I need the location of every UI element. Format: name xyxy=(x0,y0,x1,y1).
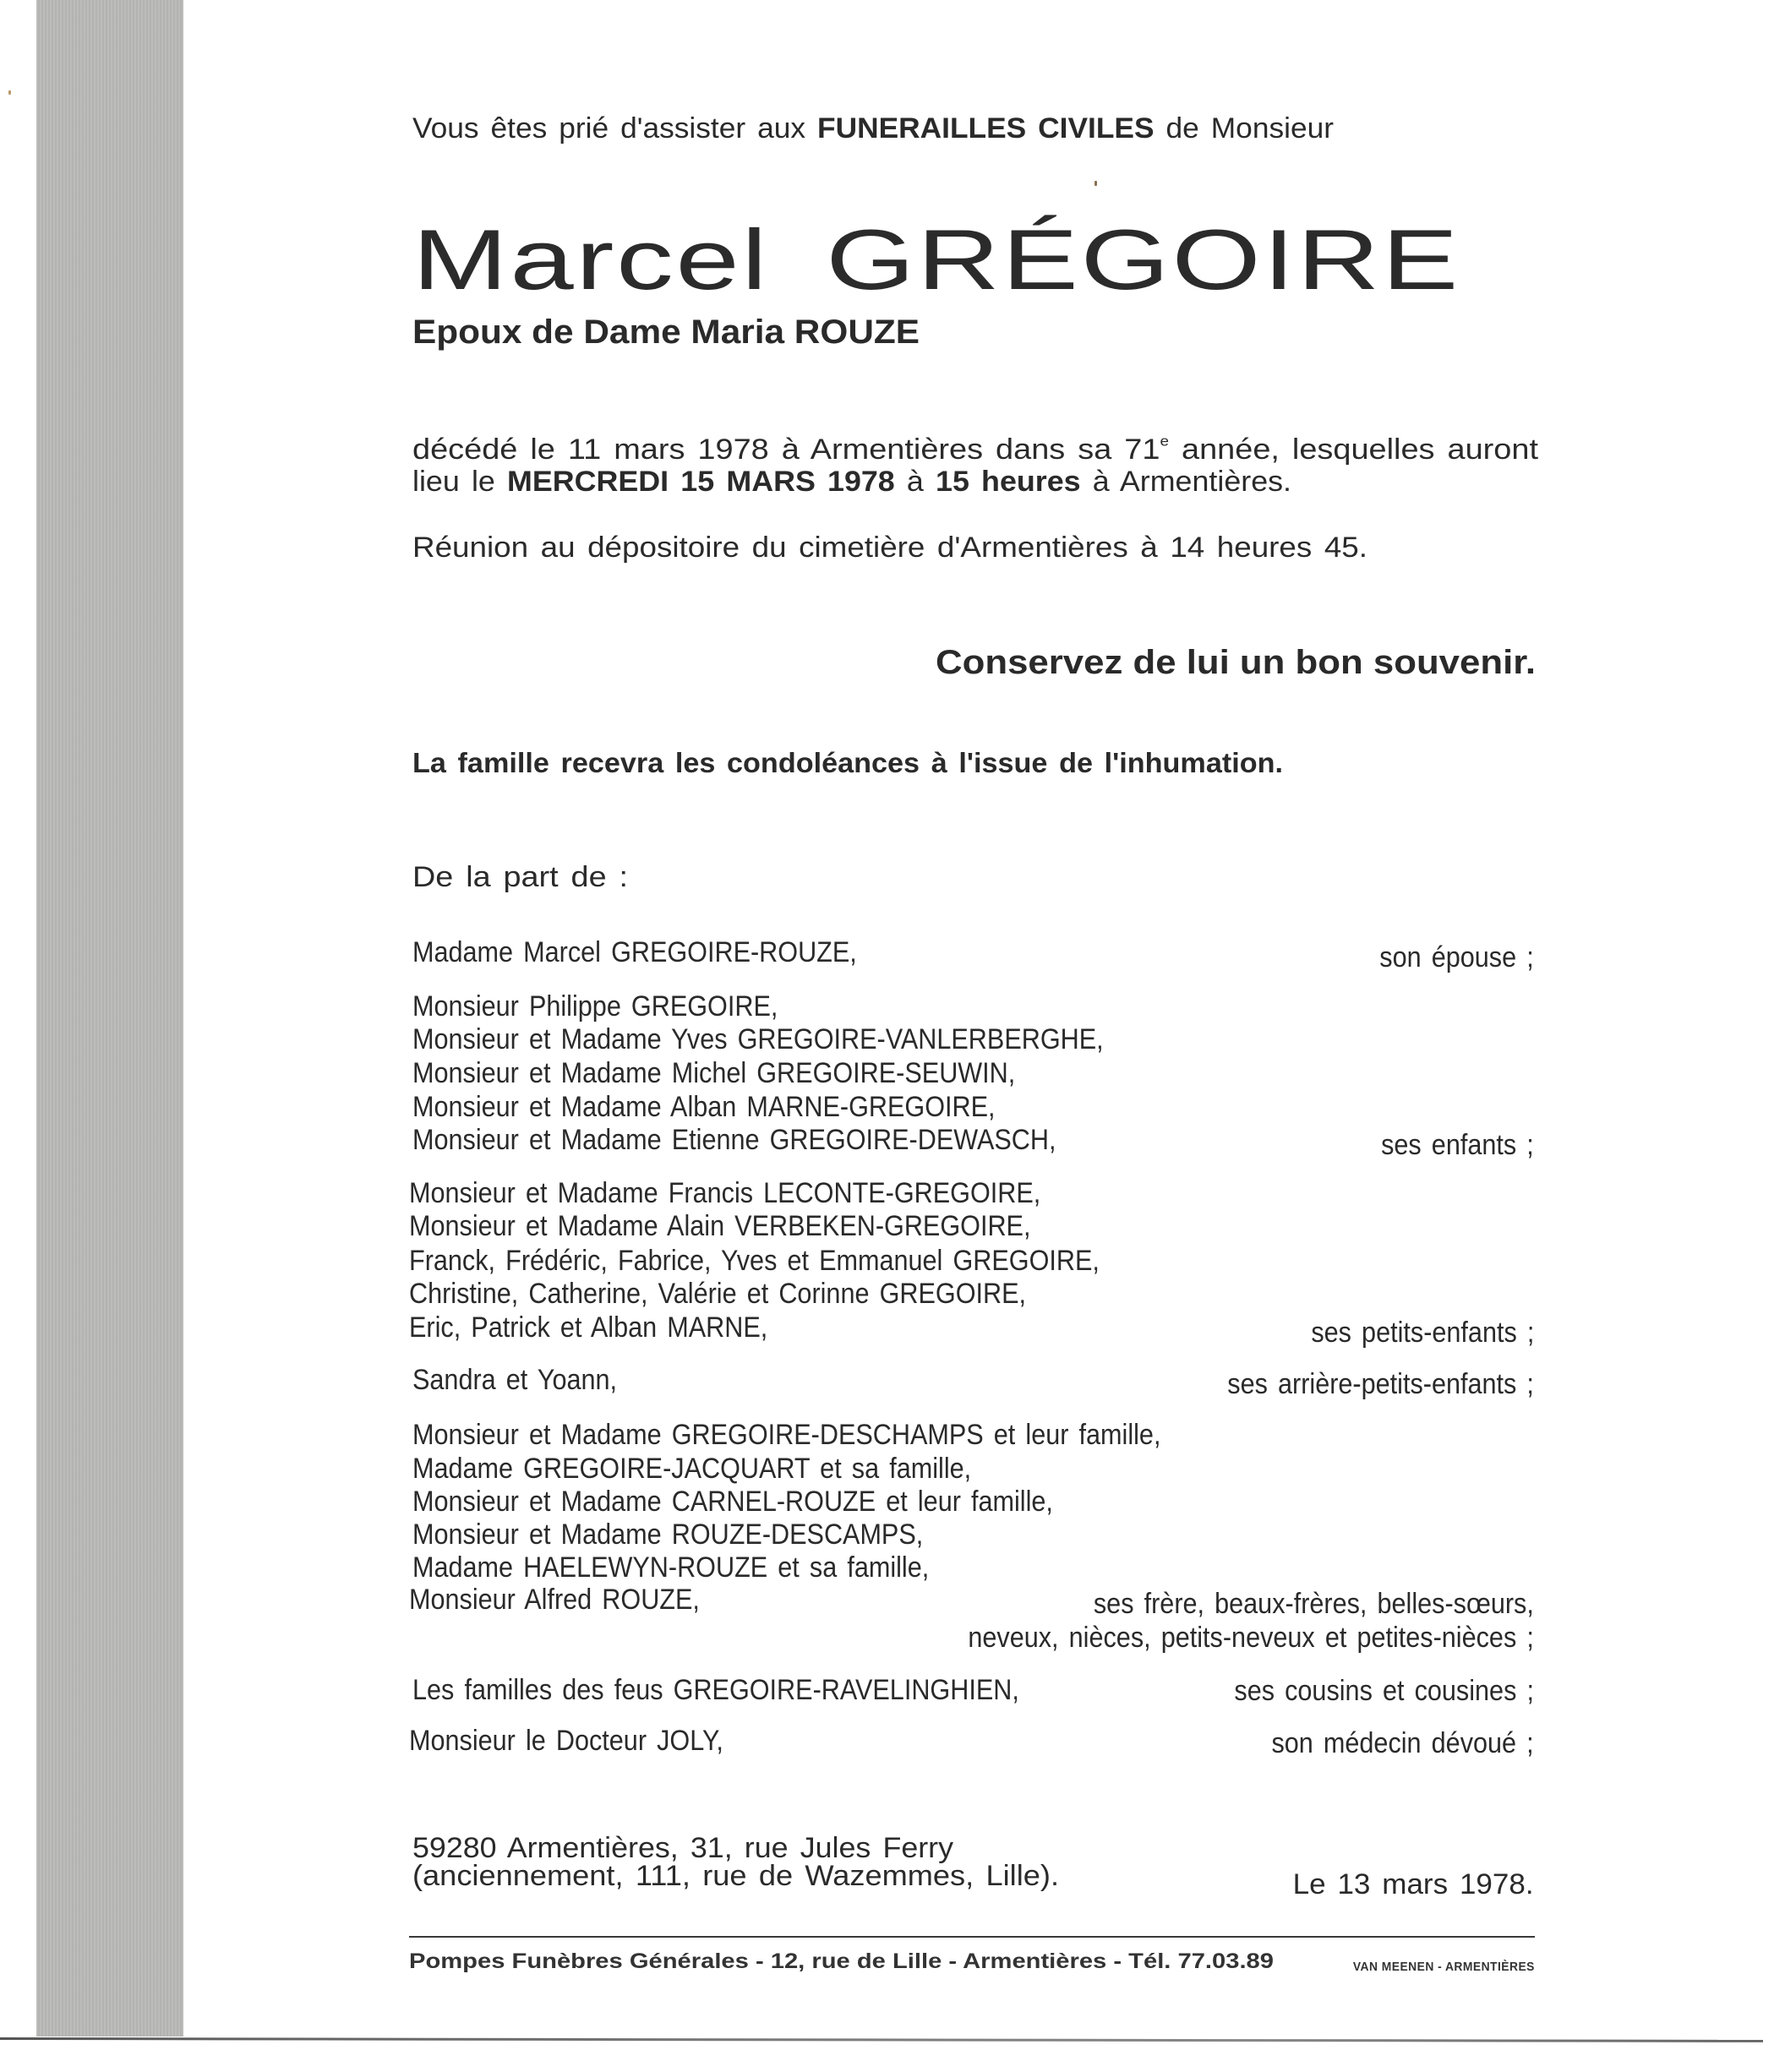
family-member-line: Monsieur et Madame Alain VERBEKEN-GREGOIRE, xyxy=(409,1210,1031,1242)
family-member-line: Monsieur et Madame Alban MARNE-GREGOIRE, xyxy=(412,1091,996,1123)
meeting-line: Réunion au dépositoire du cimetière d'Armentières à 14 heures 45. xyxy=(412,532,1367,564)
family-member-line: Madame GREGOIRE-JACQUART et sa famille, xyxy=(412,1453,972,1485)
family-member-line: Franck, Frédéric, Fabrice, Yves et Emmanuel GREGOIRE, xyxy=(409,1245,1100,1277)
invitation-line xyxy=(412,114,1334,143)
condolences-line: La famille recevra les condoléances à l'issue de l'inhumation. xyxy=(412,747,1283,778)
family-relation-label: ses petits-enfants ; xyxy=(1310,1317,1534,1349)
family-member-line: Monsieur le Docteur JOLY, xyxy=(409,1725,723,1757)
invitation-intro: Vous êtes prié d'assister aux xyxy=(412,112,818,144)
paper-speck xyxy=(1094,181,1097,186)
footer-rule xyxy=(409,1936,1535,1938)
family-relation-label: ses frère, beaux-frères, belles-sœurs, xyxy=(1094,1588,1534,1620)
address-line-1: 59280 Armentières, 31, rue Jules Ferry xyxy=(412,1832,953,1864)
death-details-line xyxy=(412,435,1538,464)
ceremony-date: MERCREDI 15 MARS 1978 xyxy=(507,466,895,498)
death-details-text-end: année, lesquelles auront xyxy=(1169,433,1538,466)
family-member-line: Les familles des feus GREGOIRE-RAVELINGHIEN, xyxy=(412,1674,1019,1706)
address-line-2: (anciennement, 111, rue de Wazemmes, Lille). xyxy=(412,1860,1059,1892)
family-member-line: Monsieur et Madame Michel GREGOIRE-SEUWIN, xyxy=(412,1057,1016,1089)
family-relation-label: son épouse ; xyxy=(1379,941,1534,973)
family-relation-label: son médecin dévoué ; xyxy=(1271,1727,1534,1759)
family-relation-label: ses enfants ; xyxy=(1381,1129,1534,1161)
family-relation-label: ses cousins et cousines ; xyxy=(1234,1675,1534,1707)
family-member-line: Monsieur et Madame ROUZE-DESCAMPS, xyxy=(412,1519,924,1551)
invitation-ceremony-type: FUNERAILLES CIVILES xyxy=(817,112,1155,144)
letter-date: Le 13 mars 1978. xyxy=(1293,1868,1534,1900)
ordinal-suffix: e xyxy=(1160,433,1170,450)
deceased-name: Marcel GRÉGOIRE xyxy=(412,213,1460,308)
family-member-line: Monsieur et Madame Yves GREGOIRE-VANLERBERGHE, xyxy=(412,1023,1104,1055)
death-details-text: décédé le 11 mars 1978 à Armentières dans sa 71 xyxy=(412,433,1160,466)
family-member-line: Monsieur et Madame Etienne GREGOIRE-DEWASCH, xyxy=(412,1124,1056,1156)
paper-bottom-edge xyxy=(0,2037,1763,2042)
souvenir-line: Conservez de lui un bon souvenir. xyxy=(936,644,1536,681)
paper-speck xyxy=(8,90,11,95)
invitation-intro-end: de Monsieur xyxy=(1154,112,1334,144)
family-member-line: Christine, Catherine, Valérie et Corinne GREGOIRE, xyxy=(409,1278,1027,1310)
family-relation-label: neveux, nièces, petits-neveux et petites-nièces ; xyxy=(968,1622,1534,1654)
printer-credit: VAN MEENEN - ARMENTIÈRES xyxy=(1353,1960,1535,1974)
family-member-line: Sandra et Yoann, xyxy=(412,1364,618,1396)
gray-side-band xyxy=(36,0,183,2037)
family-member-line: Monsieur Philippe GREGOIRE, xyxy=(412,990,778,1022)
family-member-line: Monsieur Alfred ROUZE, xyxy=(409,1584,700,1616)
funeral-home-info: Pompes Funèbres Générales - 12, rue de Lille - Armentières - Tél. 77.03.89 xyxy=(409,1949,1274,1973)
from-label: De la part de : xyxy=(412,861,628,893)
family-member-line: Eric, Patrick et Alban MARNE, xyxy=(409,1311,768,1344)
family-relation-label: ses arrière-petits-enfants ; xyxy=(1227,1368,1534,1400)
ceremony-place: à Armentières. xyxy=(1080,466,1291,498)
ceremony-text: lieu le xyxy=(412,466,508,498)
ceremony-details-line xyxy=(412,467,1291,496)
family-member-line: Madame Marcel GREGOIRE-ROUZE, xyxy=(412,936,857,968)
spouse-line: Epoux de Dame Maria ROUZE xyxy=(412,314,920,351)
family-member-line: Monsieur et Madame Francis LECONTE-GREGOIRE, xyxy=(409,1177,1041,1209)
ceremony-time: 15 heures xyxy=(936,466,1081,498)
family-member-line: Monsieur et Madame CARNEL-ROUZE et leur famille, xyxy=(412,1486,1053,1518)
family-member-line: Monsieur et Madame GREGOIRE-DESCHAMPS et leur famille, xyxy=(412,1419,1161,1451)
ceremony-text: à xyxy=(894,466,936,498)
family-member-line: Madame HAELEWYN-ROUZE et sa famille, xyxy=(412,1551,930,1584)
